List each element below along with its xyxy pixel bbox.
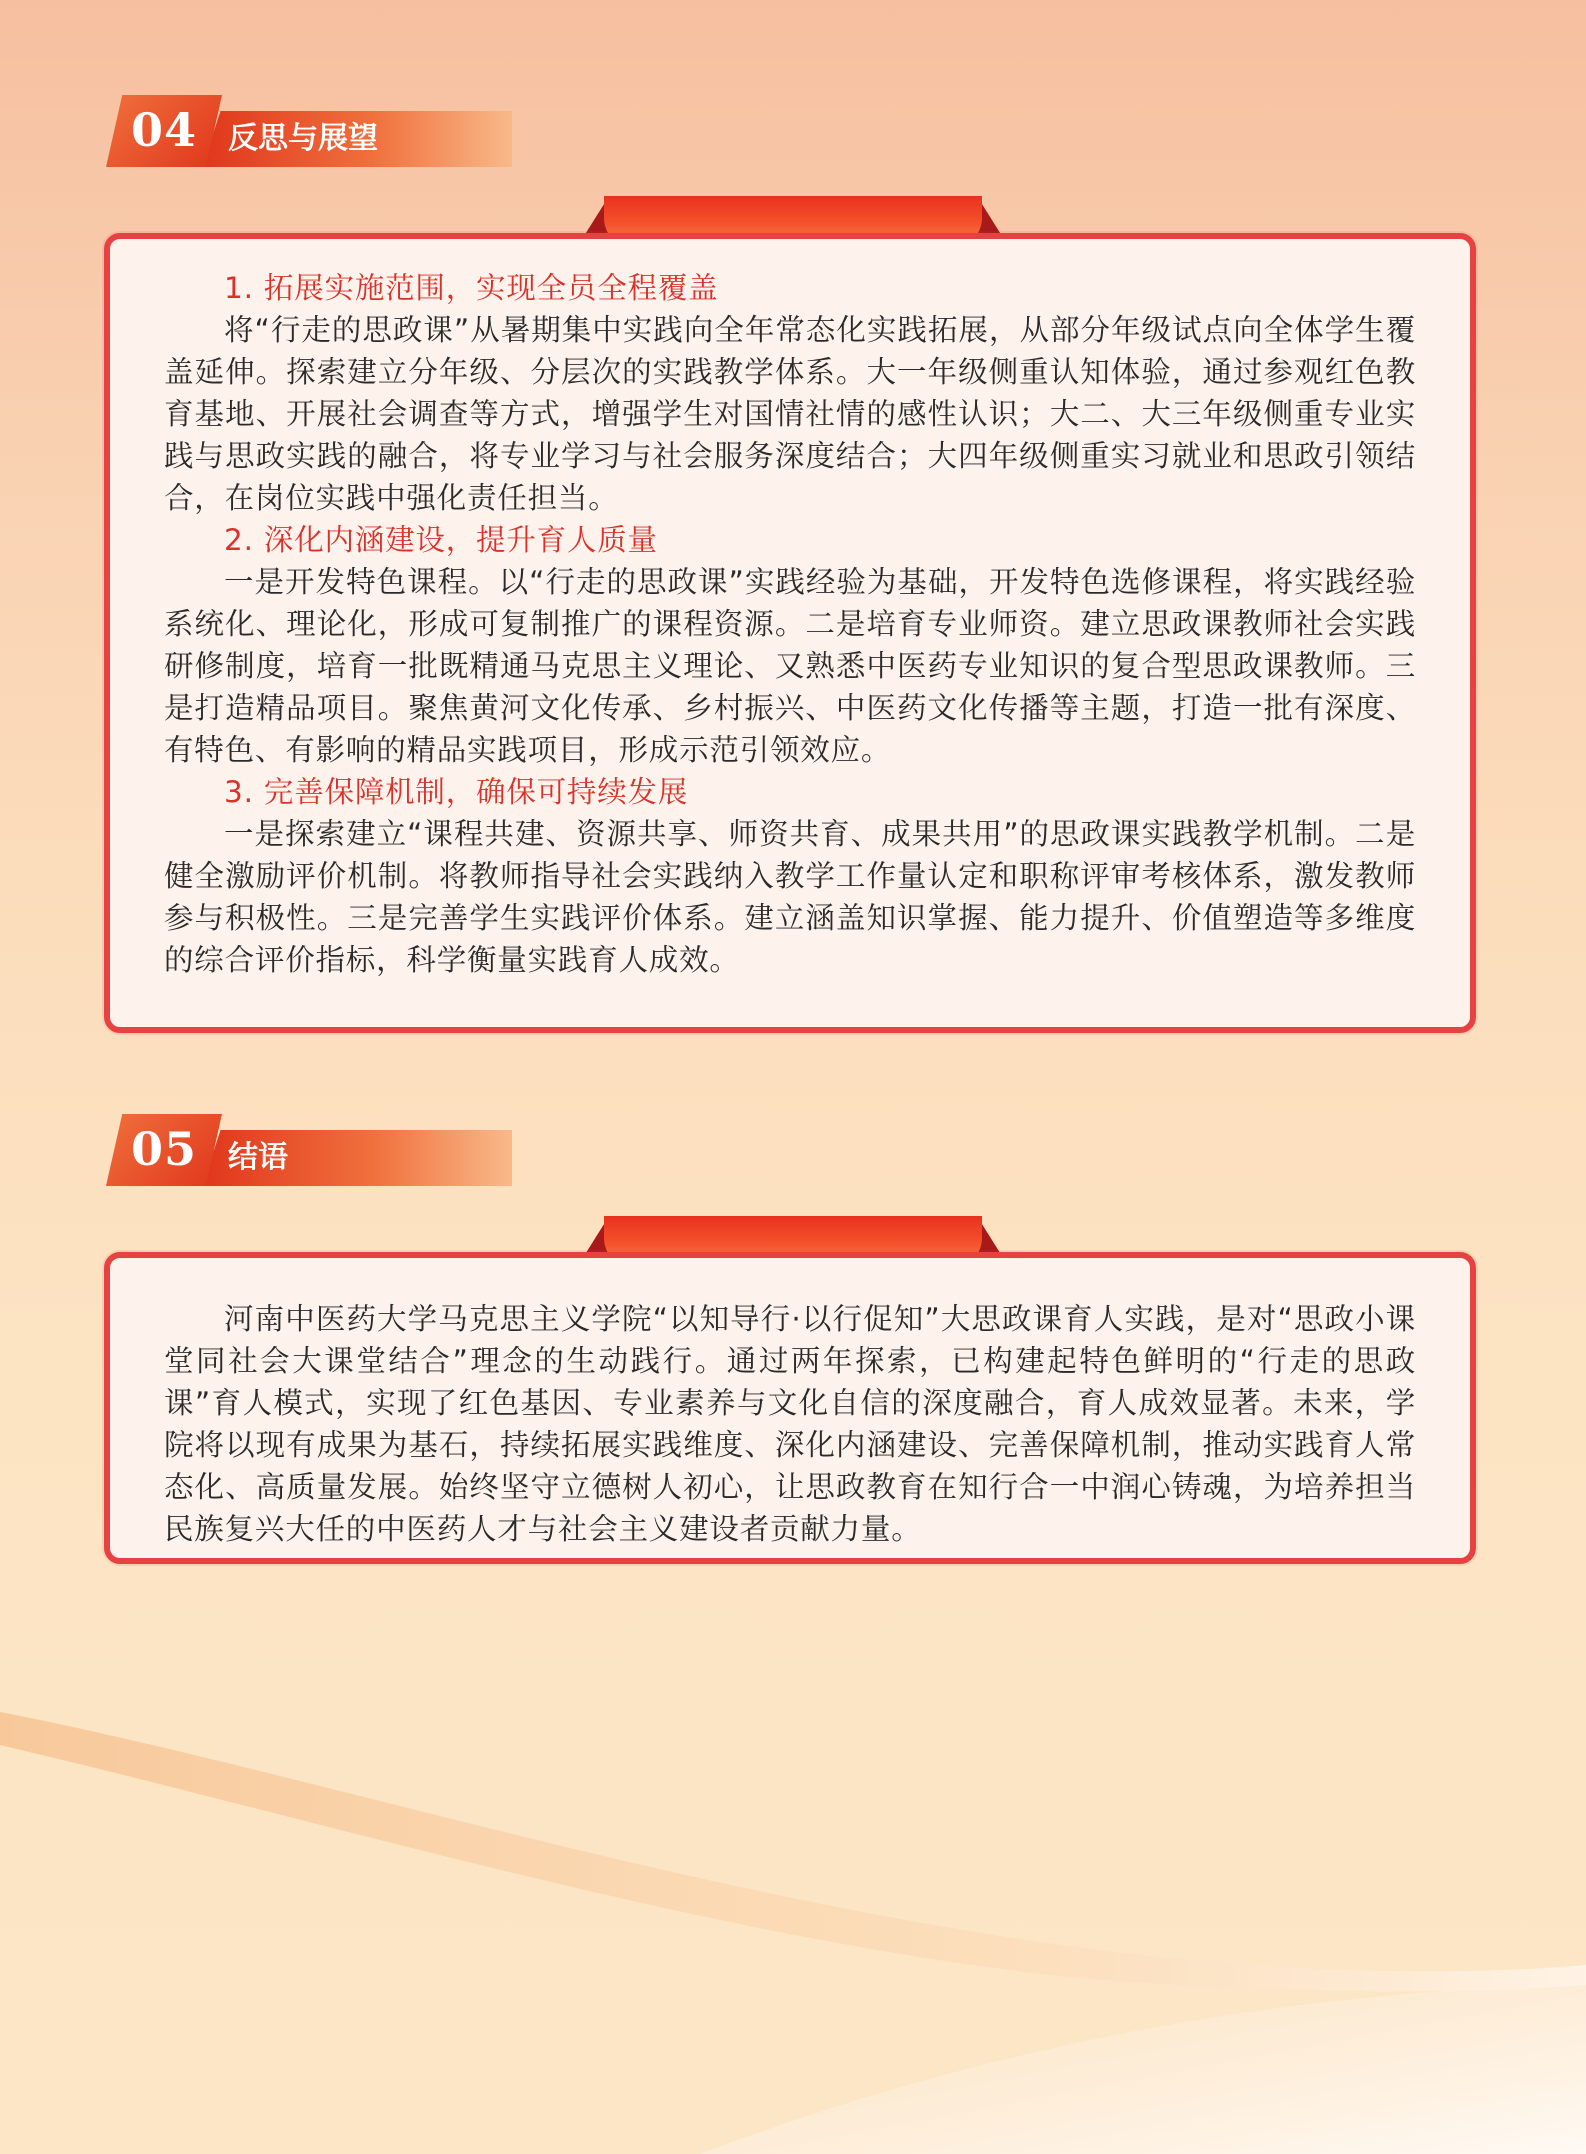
section-05-title: 结语 [228, 1140, 288, 1175]
item-3-heading: 3. 完善保障机制，确保可持续发展 [224, 775, 689, 809]
section-04-title: 反思与展望 [228, 121, 378, 156]
section-04-number: 04 [130, 103, 197, 157]
section-05-header [106, 1114, 406, 1186]
item-1-heading: 1. 拓展实施范围，实现全员全程覆盖 [224, 271, 719, 305]
section-05-number: 05 [130, 1122, 197, 1176]
section-04-header [106, 95, 406, 167]
item-1-body: 将“行走的思政课”从暑期集中实践向全年常态化实践拓展，从部分年级试点向全体学生覆盖延伸。探索建立分年级、分层次的实践教学体系。大一年级侧重认知体验，通过参观红色教育基地、开展社会调查等方式，增强学生对国情社情的感性认识；大二、大三年级侧重专业实践与思政实践的融合，将专业学习与社会服务深度结合；大四年级侧重实习就业和思政引领结合，在岗位实践中强化责任担当。 [164, 313, 1416, 515]
conclusion-body: 河南中医药大学马克思主义学院“以知导行·以行促知”大思政课育人实践，是对“思政小课堂同社会大课堂结合”理念的生动践行。通过两年探索，已构建起特色鲜明的“行走的思政课”育人模式，实现了红色基因、专业素养与文化自信的深度融合，育人成效显著。未来，学院将以现有成果为基石，持续拓展实践维度、深化内涵建设、完善保障机制，推动实践育人常态化、高质量发展。始终坚守立德树人初心，让思政教育在知行合一中润心铸魂，为培养担当民族复兴大任的中医药人才与社会主义建设者贡献力量。 [164, 1302, 1416, 1546]
item-3-body: 一是探索建立“课程共建、资源共享、师资共育、成果共用”的思政课实践教学机制。二是健全激励评价机制。将教师指导社会实践纳入教学工作量认定和职称评审考核体系，激发教师参与积极性。三是完善学生实践评价体系。建立涵盖知识掌握、能力提升、价值塑造等多维度的综合评价指标，科学衡量实践育人成效。 [164, 817, 1416, 977]
section-04-card [104, 233, 1476, 1033]
section-05-card [104, 1252, 1476, 1564]
item-2-body: 一是开发特色课程。以“行走的思政课”实践经验为基础，开发特色选修课程，将实践经验系统化、理论化，形成可复制推广的课程资源。二是培育专业师资。建立思政课教师社会实践研修制度，培育一批既精通马克思主义理论、又熟悉中医药专业知识的复合型思政课教师。三是打造精品项目。聚焦黄河文化传承、乡村振兴、中医药文化传播等主题，打造一批有深度、有特色、有影响的精品实践项目，形成示范引领效应。 [164, 565, 1416, 767]
item-2-heading: 2. 深化内涵建设，提升育人质量 [224, 523, 658, 557]
